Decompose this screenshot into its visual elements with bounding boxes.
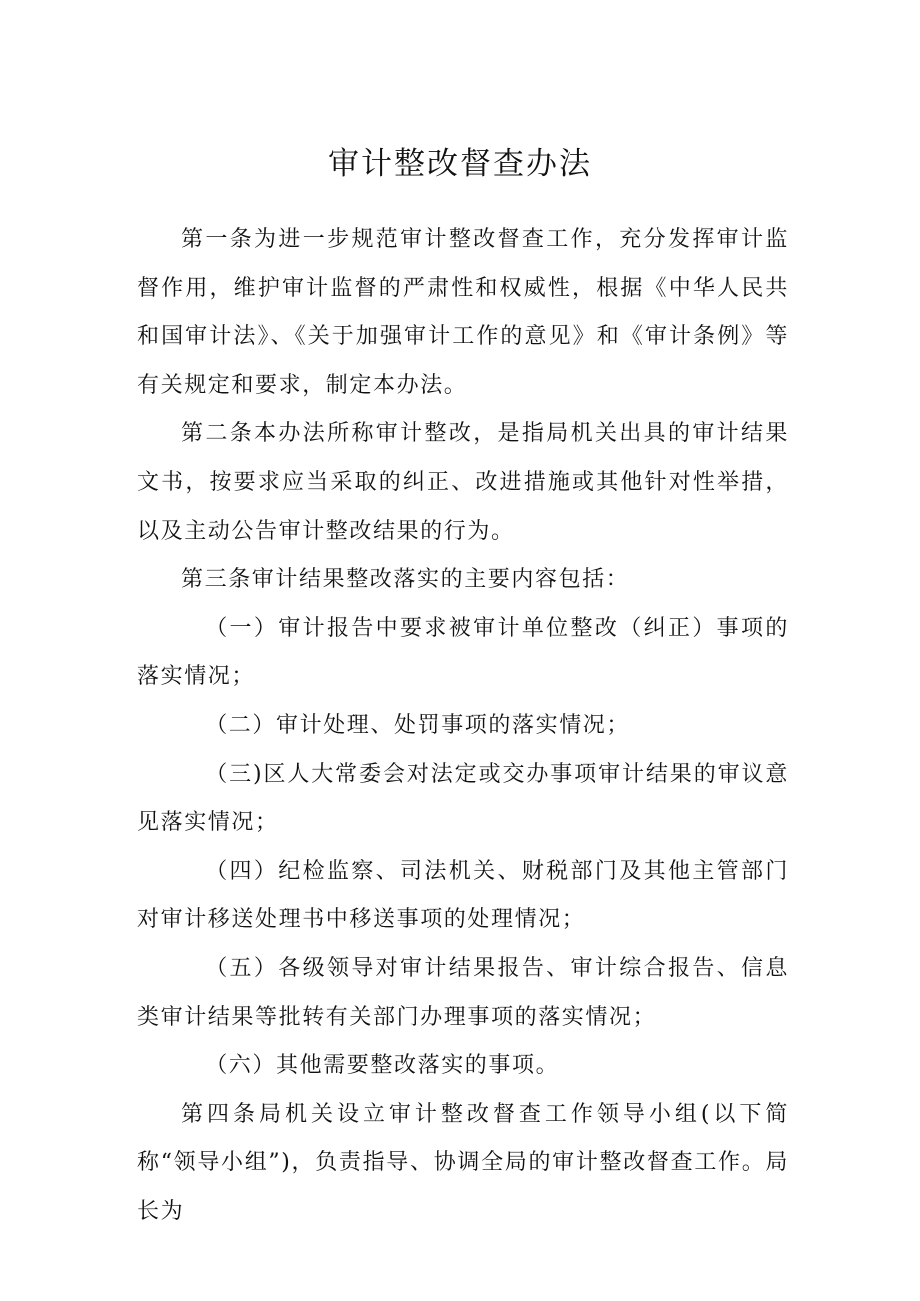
article-3-item-1: （一）审计报告中要求被审计单位整改（纠正）事项的落实情况； <box>137 615 789 690</box>
document-title: 审计整改督查办法 <box>328 146 592 182</box>
article-1-paragraph: 第一条为进一步规范审计整改督查工作，充分发挥审计监督作用，维护审计监督的严肃性和权威性，根据《中华人民共和国审计法》、《关于加强审计工作的意见》和《审计条例》等有关规定和要求，制定本办法。 <box>137 227 789 398</box>
article-3-item-2: （二）审计处理、处罚事项的落实情况； <box>205 712 630 738</box>
document-body <box>137 216 789 1236</box>
article-3-item-3: （三)区人大常委会对法定或交办事项审计结果的审议意见落实情况； <box>137 761 789 836</box>
article-2-paragraph: 第二条本办法所称审计整改，是指局机关出具的审计结果文书，按要求应当采取的纠正、改进措施或其他针对性举措，以及主动公告审计整改结果的行为。 <box>137 421 789 544</box>
article-3-item-4: （四）纪检监察、司法机关、财税部门及其他主管部门对审计移送处理书中移送事项的处理情况； <box>137 858 789 933</box>
article-3-item-6: （六）其他需要整改落实的事项。 <box>205 1053 560 1079</box>
article-3-paragraph: 第三条审计结果整改落实的主要内容包括： <box>181 567 630 593</box>
article-4-paragraph: 第四条局机关设立审计整改督查工作领导小组(以下简称“领导小组”)，负责指导、协调全局的审计整改督查工作。局长为 <box>137 1101 789 1224</box>
article-3-item-5: （五）各级领导对审计结果报告、审计综合报告、信息类审计结果等批转有关部门办理事项的落实情况； <box>137 955 789 1030</box>
